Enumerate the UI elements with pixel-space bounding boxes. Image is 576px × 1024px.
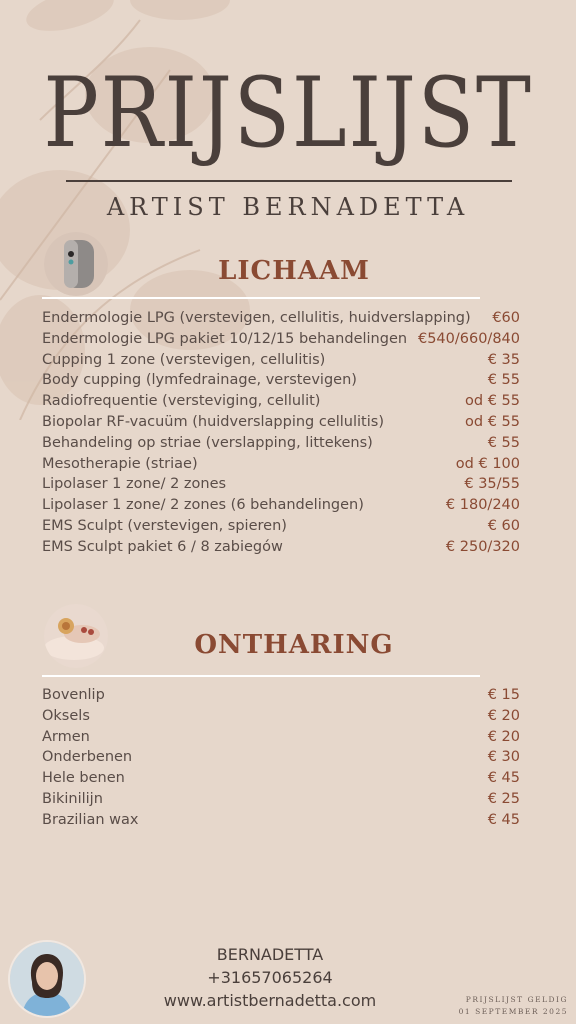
contact-name: BERNADETTA [216,945,324,964]
list-item [42,412,520,433]
page-subtitle: ARTIST BERNADETTA [106,193,470,221]
list-item [42,706,520,727]
service-price: € 60 [487,517,520,534]
service-price: € 20 [487,707,520,724]
service-price: €60 [492,310,520,326]
price-list-lichaam [42,308,520,558]
service-price: € 30 [487,749,520,766]
section-divider [42,297,480,299]
list-item [42,474,520,495]
service-price: € 55 [487,434,520,451]
price-list-ontharing [42,685,520,831]
title-divider [66,180,512,182]
service-price: € 180/240 [445,497,520,514]
service-price: od € 100 [455,455,520,472]
section-title-ontharing: ONTHARING [194,630,394,660]
list-item [42,537,520,558]
service-price: € 45 [487,811,520,828]
service-name: Onderbenen [42,749,133,766]
list-item [42,810,520,831]
section-divider [42,675,480,677]
list-item [42,308,520,329]
service-name: EMS Sculpt pakiet 6 / 8 zabiegów [42,538,283,555]
service-name: EMS Sculpt (verstevigen, spieren) [42,517,287,534]
service-name: Hele benen [42,770,125,787]
service-price: od € 55 [465,393,520,410]
service-price: € 250/320 [445,538,520,555]
service-name: Biopolar RF-vacuüm (huidverslapping cellulitis) [42,413,384,430]
service-price: € 55 [487,372,520,389]
service-price: od € 55 [465,413,520,430]
list-item [42,747,520,768]
list-item [42,685,520,706]
list-item [42,350,520,371]
service-name: Mesotherapie (striae) [42,455,198,472]
service-name: Brazilian wax [42,811,139,828]
service-name: Bikinilijn [42,790,103,807]
service-name: Behandeling op striae (verslapping, littekens) [42,434,373,451]
service-price: € 25 [487,790,520,807]
service-name: Oksels [42,707,90,724]
service-price: € 35 [487,351,520,368]
list-item [42,329,520,350]
list-item [42,433,520,454]
list-item [42,727,520,748]
list-item [42,789,520,810]
service-name: Radiofrequentie (versteviging, cellulit) [42,393,321,410]
service-price: €540/660/840 [417,330,520,347]
service-name: Cupping 1 zone (verstevigen, cellulitis) [42,351,326,368]
list-item [42,516,520,537]
service-name: Lipolaser 1 zone/ 2 zones (6 behandelingen) [42,497,364,514]
list-item [42,495,520,516]
list-item [42,391,520,412]
page-title: PRIJSLIJST [43,57,533,169]
list-item [42,454,520,475]
section-title-lichaam: LICHAAM [218,256,370,286]
list-item [42,370,520,391]
contact-website[interactable]: www.artistbernadetta.com [163,991,377,1010]
service-name: Armen [42,728,90,745]
service-name: Endermologie LPG pakiet 10/12/15 behandelingen [42,330,408,347]
validity-label: PRIJSLIJST GELDIG [465,995,568,1004]
service-name: Body cupping (lymfedrainage, verstevigen) [42,372,357,389]
service-price: € 15 [487,687,520,703]
avatar [8,940,86,1018]
list-item [42,768,520,789]
service-name: Endermologie LPG (verstevigen, cellulitis, huidverslapping) [42,310,471,326]
service-name: Bovenlip [42,687,105,703]
service-price: € 45 [487,770,520,787]
service-price: € 20 [487,728,520,745]
validity-date: 01 SEPTEMBER 2025 [458,1007,568,1016]
service-price: € 35/55 [464,476,520,493]
service-name: Lipolaser 1 zone/ 2 zones [42,476,227,493]
contact-phone[interactable]: +31657065264 [207,968,333,987]
